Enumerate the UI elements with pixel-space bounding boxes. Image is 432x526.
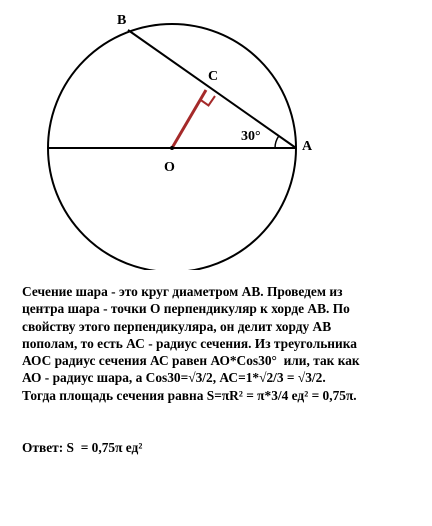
solution-text (22, 283, 432, 404)
label-angle-30: 30° (241, 129, 261, 144)
label-b: B (117, 13, 127, 28)
chord-ab (128, 30, 296, 148)
label-a: A (302, 139, 313, 154)
label-o: O (164, 160, 175, 175)
solution-line: АО - радиус шара, а Cos30=√3/2, АС=1*√2/3 = √3/2. (22, 370, 326, 386)
center-point (170, 146, 174, 150)
angle-arc (275, 136, 279, 148)
solution-line: центра шара - точки О перпендикуляр к хорде АВ. По (22, 301, 350, 317)
solution-line: Сечение шара - это круг диаметром АВ. Проведем из (22, 284, 343, 299)
solution-line: свойству этого перпендикуляра, он делит хорду АВ (22, 318, 332, 334)
solution-line: пополам, то есть АС - радиус сечения. Из треугольника (22, 335, 357, 351)
solution-line: Тогда площадь сечения равна S=πR² = π*3/4 ед² = 0,75π. (22, 387, 357, 403)
solution-line: АОС радиус сечения АС равен АО*Cos30° или, так как (22, 353, 360, 369)
answer-text: Ответ: S = 0,75π ед² (22, 440, 143, 455)
radius-oc (172, 90, 206, 148)
label-c: C (208, 69, 219, 84)
